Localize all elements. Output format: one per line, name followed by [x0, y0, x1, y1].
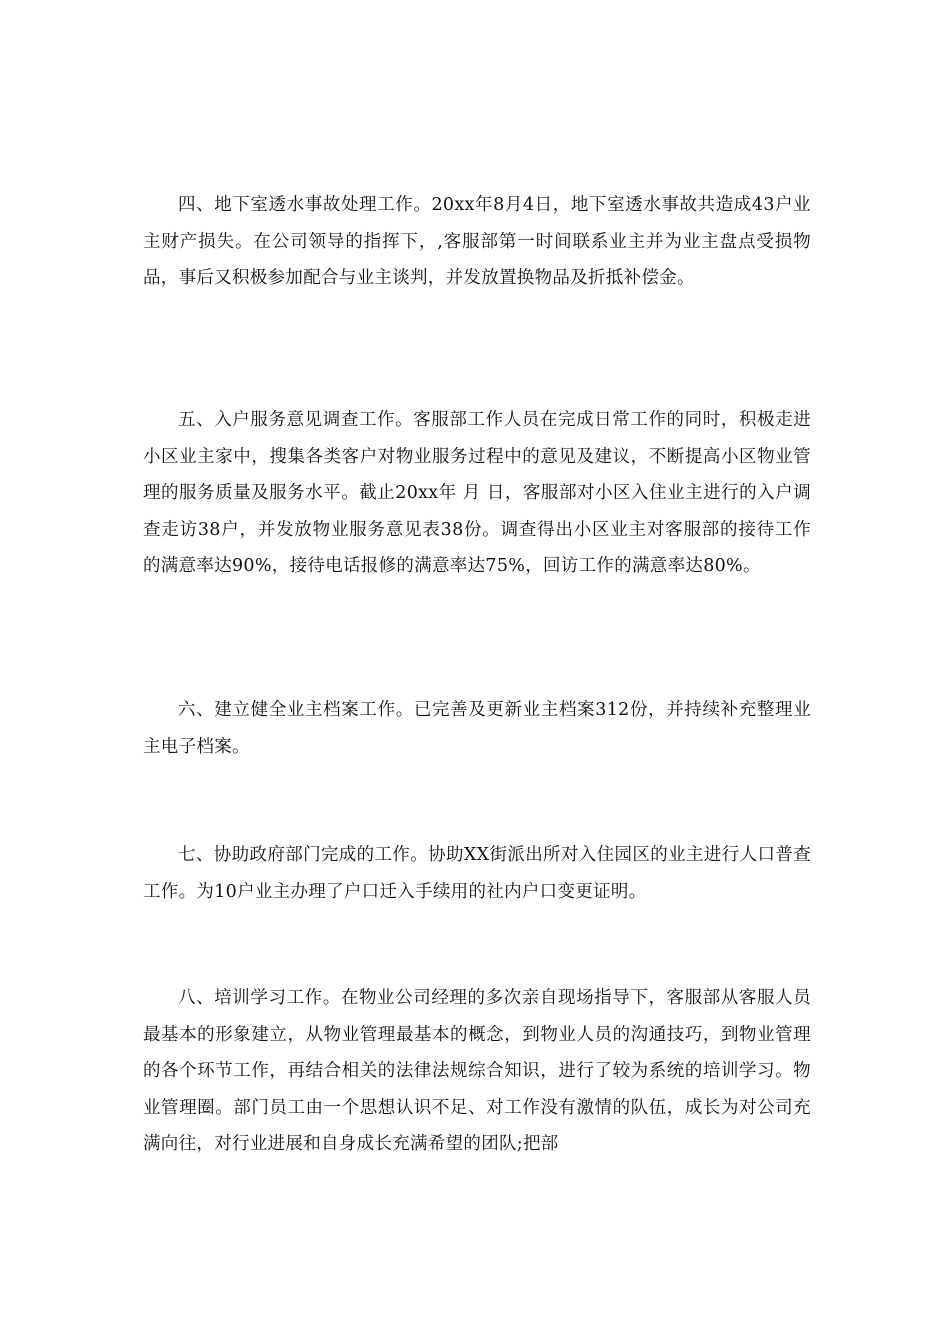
paragraph-training: 八、培训学习工作。在物业公司经理的多次亲自现场指导下，客服部从客服人员最基本的形象建立，从物业管理最基本的概念，到物业人员的沟通技巧，到物业管理的各个环节工作，再结合相关的法律法规综合知识，进行了较为系统的培训学习。物业管理圈。部门员工由一个思想认识不足、对工作没有激情的队伍，成长为对公司充满向往，对行业进展和自身成长充满希望的团队;把部: [143, 988, 811, 1155]
paragraph-government-assistance: 七、协助政府部门完成的工作。协助XX街派出所对入住园区的业主进行人口普查工作。为10户业主办理了户口迁入手续用的社内户口变更证明。: [143, 845, 811, 902]
paragraph-basement-flood-handling: 四、地下室透水事故处理工作。20xx年8月4日，地下室透水事故共造成43户业主财产损失。在公司领导的指挥下，,客服部第一时间联系业主并为业主盘点受损物品，事后又积极参加配合与业主谈判，并发放置换物品及折抵补偿金。: [143, 195, 811, 289]
paragraph-home-visit-survey: 五、入户服务意见调查工作。客服部工作人员在完成日常工作的同时，积极走进小区业主家中，搜集各类客户对物业服务过程中的意见及建议，不断提高小区物业管理的服务质量及服务水平。截止20xx年 月 日，客服部对小区入住业主进行的入户调查走访38户，并发放物业服务意见表38份。调查得出小区业主对客服部的接待工作的满意率达90%，接待电话报修的满意率达75%，回访工作的满意率达80%。: [143, 410, 811, 577]
paragraph-owner-archives: 六、建立健全业主档案工作。已完善及更新业主档案312份，并持续补充整理业主电子档案。: [143, 700, 811, 757]
